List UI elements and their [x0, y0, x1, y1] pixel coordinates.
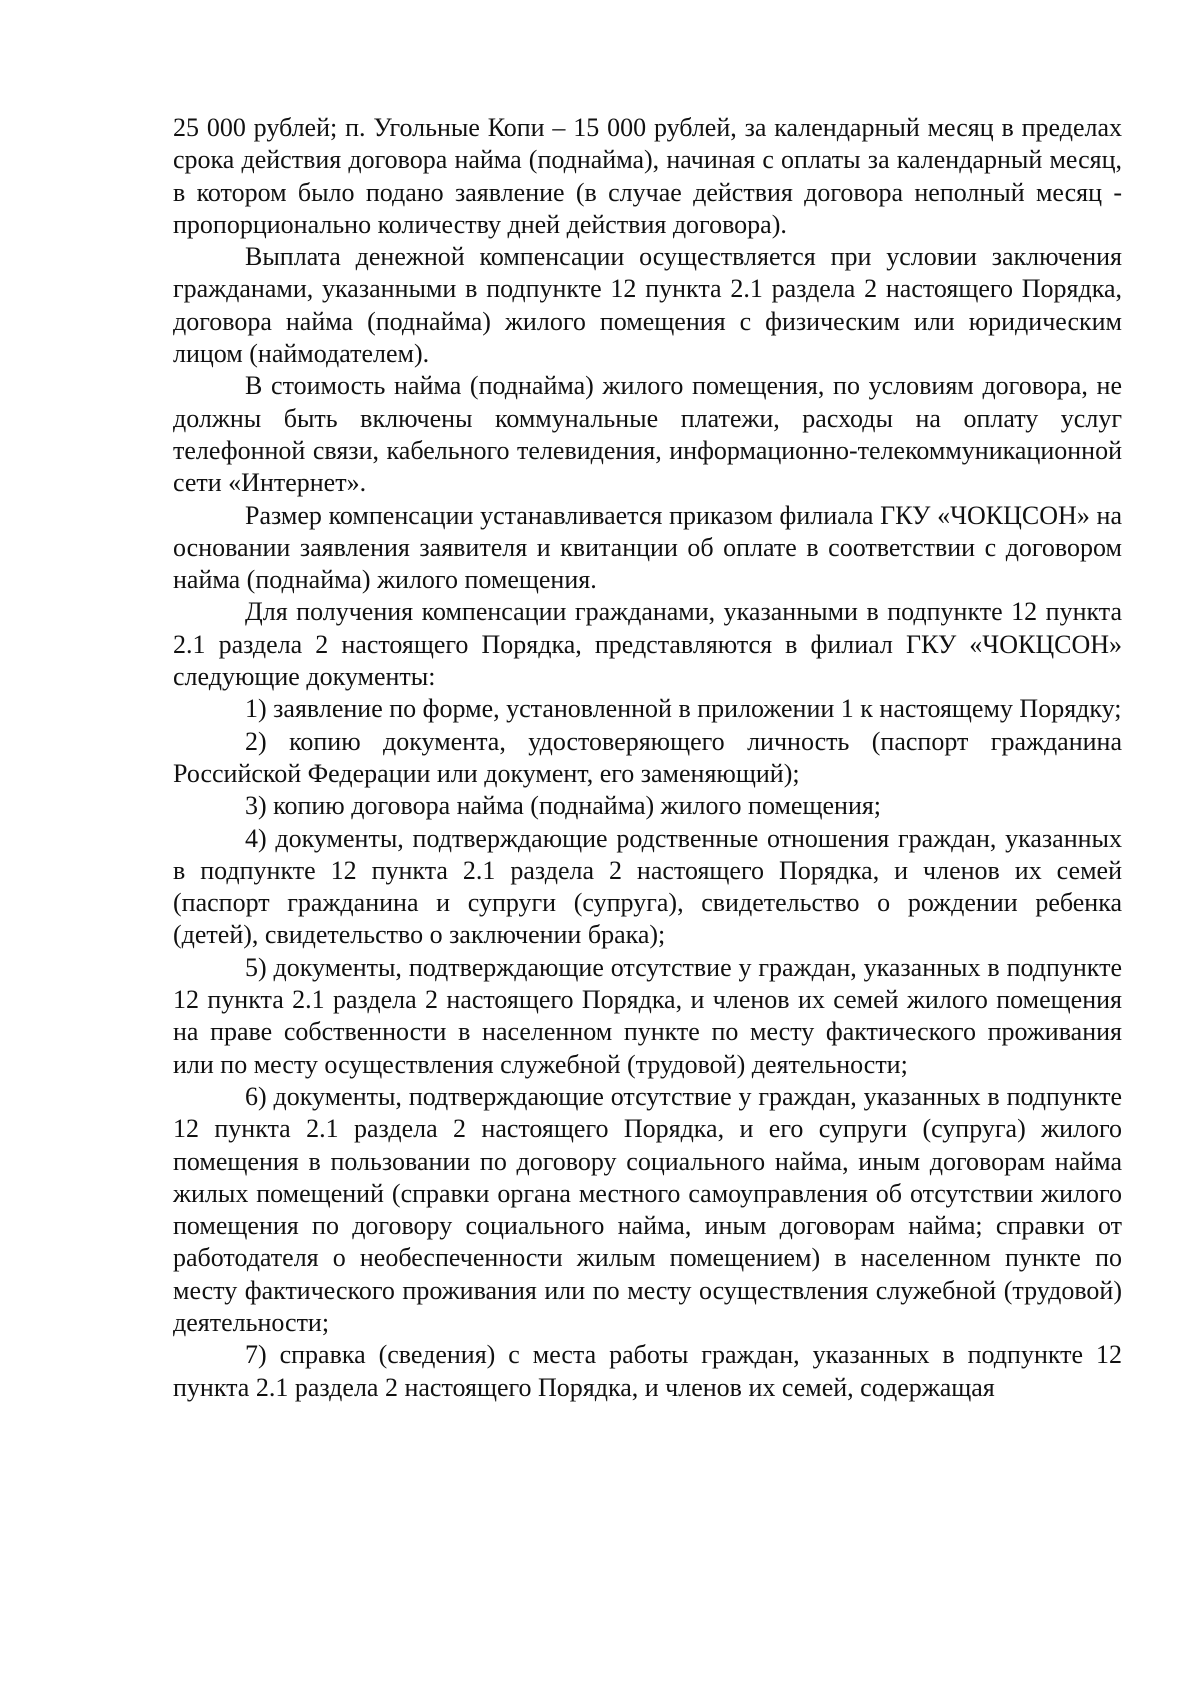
- paragraph-payment-condition: Выплата денежной компенсации осуществляется при условии заключения гражданами, указанными в подпункте 12 пункта 2.1 раздела 2 настоящего Порядка, договора найма (поднайма) жилого помещения с физическим или юридическим лицом (наймодателем).: [173, 242, 1122, 369]
- list-item-no-ownership-documents: 5) документы, подтверждающие отсутствие у граждан, указанных в подпункте 12 пункта 2.1 раздела 2 настоящего Порядка, и членов их семей жилого помещения на праве собственности в населенном пункте по месту фактического проживания или по месту осуществления служебной (трудовой) деятельности;: [173, 952, 1122, 1079]
- list-item-employment-certificate: 7) справка (сведения) с места работы граждан, указанных в подпункте 12 пункта 2.1 раздела 2 настоящего Порядка, и членов их семей, содержащая: [173, 1340, 1122, 1402]
- paragraph-compensation-size: Размер компенсации устанавливается приказом филиала ГКУ «ЧОКЦСОН» на основании заявления заявителя и квитанции об оплате в соответствии с договором найма (поднайма) жилого помещения.: [173, 500, 1122, 595]
- list-item-lease-contract: 3) копию договора найма (поднайма) жилого помещения;: [245, 791, 882, 821]
- list-item-kinship-documents: 4) документы, подтверждающие родственные отношения граждан, указанных в подпункте 12 пункта 2.1 раздела 2 настоящего Порядка, и членов их семей (паспорт гражданина и супруги (супруга), свидетельство о рождении ребенка (детей), свидетельство о заключении брака);: [173, 823, 1122, 950]
- list-item-application: 1) заявление по форме, установленной в приложении 1 к настоящему Порядку;: [245, 694, 1122, 724]
- document-page: [173, 112, 1122, 1404]
- paragraph-cost-exclusions: В стоимость найма (поднайма) жилого помещения, по условиям договора, не должны быть включены коммунальные платежи, расходы на оплату услуг телефонной связи, кабельного телевидения, информационно-телекоммуникационной сети «Интернет».: [173, 371, 1122, 498]
- paragraph-compensation-amounts: 25 000 рублей; п. Угольные Копи – 15 000 рублей, за календарный месяц в пределах срока действия договора найма (поднайма), начиная с оплаты за календарный месяц, в котором было подано заявление (в случае действия договора неполный месяц - пропорционально количеству дней действия договора).: [173, 113, 1122, 239]
- list-item-no-social-lease-documents: 6) документы, подтверждающие отсутствие у граждан, указанных в подпункте 12 пункта 2.1 раздела 2 настоящего Порядка, и его супруги (супруга) жилого помещения в пользовании по договору социального найма, иным договорам найма жилых помещений (справки органа местного самоуправления об отсутствии жилого помещения по договору социального найма, иным договорам найма; справки от работодателя о необеспеченности жилым помещением) в населенном пункте по месту фактического проживания или по месту осуществления служебной (трудовой) деятельности;: [173, 1081, 1122, 1337]
- paragraph-required-documents-intro: Для получения компенсации гражданами, указанными в подпункте 12 пункта 2.1 раздела 2 настоящего Порядка, представляются в филиал ГКУ «ЧОКЦСОН» следующие документы:: [173, 597, 1122, 692]
- list-item-identity-document: 2) копию документа, удостоверяющего личность (паспорт гражданина Российской Федерации или документ, его заменяющий);: [173, 726, 1122, 788]
